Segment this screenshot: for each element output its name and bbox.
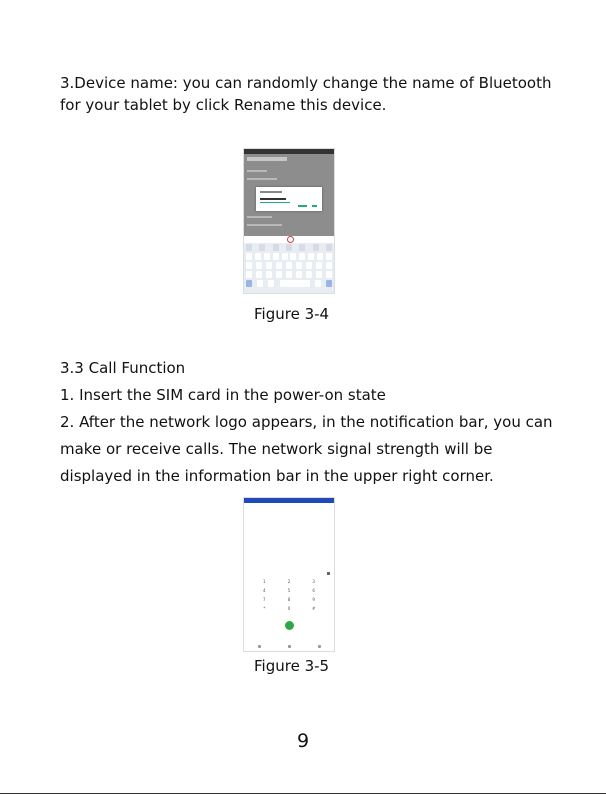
on-screen-keyboard (244, 243, 334, 293)
dial-key: 2 (287, 579, 291, 584)
call-function-section (60, 357, 553, 487)
rename-dialog (256, 187, 322, 211)
step-1-text: 1. Insert the SIM card in the power-on state (60, 386, 386, 404)
step-2-line: 2. After the network logo appears, in the notification bar, you can (60, 413, 553, 431)
dial-key: 1 (263, 579, 266, 584)
touch-indicator-icon (287, 236, 294, 243)
dial-key: # (311, 606, 316, 611)
dial-key: 0 (287, 606, 291, 611)
dial-key: 6 (312, 588, 315, 593)
dial-key: 8 (287, 597, 291, 602)
recents-icon (318, 645, 321, 648)
figure-caption: Figure 3-4 (254, 305, 330, 323)
dial-key: 3 (312, 579, 315, 584)
navigation-bar (244, 293, 334, 294)
page-number: 9 (296, 730, 310, 752)
dial-key: 4 (263, 588, 266, 593)
call-button-icon (285, 621, 294, 630)
app-bar-title (247, 157, 287, 161)
dial-key: * (263, 606, 266, 611)
section-heading: 3.3 Call Function (60, 359, 186, 377)
backspace-icon (327, 572, 330, 575)
step-2-line: make or receive calls. The network signal strength will be (60, 440, 493, 458)
ok-button (312, 205, 317, 207)
paragraph-line: for your tablet by click Rename this device. (60, 96, 387, 114)
device-name-paragraph (60, 72, 551, 116)
home-icon (288, 645, 291, 648)
dial-key: 5 (287, 588, 291, 593)
back-icon (258, 645, 261, 648)
figure-caption: Figure 3-5 (254, 657, 330, 675)
navigation-bar (244, 644, 334, 649)
figure-3-4-screenshot (243, 148, 335, 294)
dial-key: 7 (263, 597, 266, 602)
bluetooth-settings-screen (244, 154, 334, 236)
dial-pad (244, 576, 334, 615)
page-bottom-rule (0, 793, 606, 794)
figure-3-5-screenshot (243, 497, 335, 652)
step-2-line: displayed in the information bar in the upper right corner. (60, 467, 494, 485)
dial-key: 9 (312, 597, 315, 602)
paragraph-line: 3.Device name: you can randomly change the name of Bluetooth (60, 74, 552, 92)
dialer-blank-area (244, 503, 334, 571)
cancel-button (298, 205, 307, 207)
